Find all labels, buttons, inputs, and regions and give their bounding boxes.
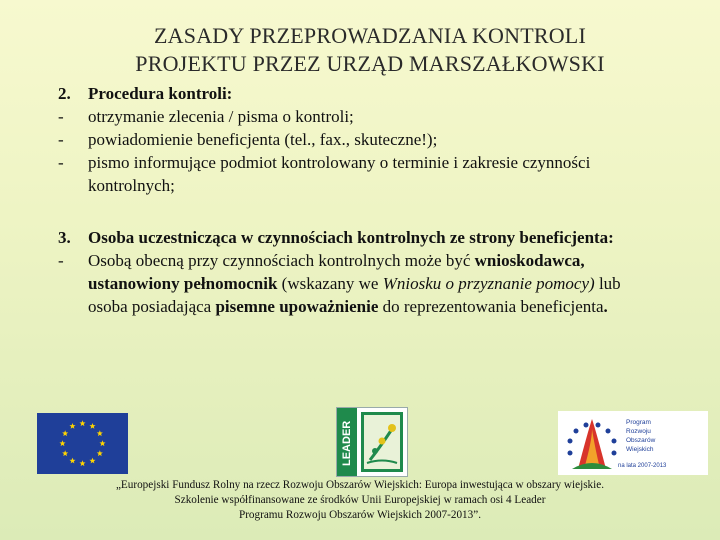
list-item-text: powiadomienie beneficjenta (tel., fax., skuteczne!);	[88, 130, 438, 149]
list-item	[58, 249, 658, 318]
leader-emblem-icon	[337, 408, 407, 476]
logo-bar	[0, 405, 720, 475]
prow-text-2: Rozwoju	[626, 428, 651, 435]
eu-star-icon	[99, 440, 105, 446]
section-3-number: 3.	[58, 228, 71, 247]
title-line-1: ZASADY PRZEPROWADZANIA KONTROLI	[154, 23, 586, 48]
footer-caption	[60, 478, 660, 523]
prow-text-1: Program	[626, 419, 651, 426]
bold-run: .	[603, 297, 608, 316]
list-dash: -	[58, 153, 64, 172]
list-item	[58, 128, 658, 151]
list-dash: -	[58, 130, 64, 149]
section-2-number: 2.	[58, 84, 71, 103]
list-item-text: pismo informujące podmiot kontrolowany o terminie i zakresie czynności kontrolnych;	[88, 153, 591, 195]
leader-logo	[336, 407, 408, 477]
prow-text-3: Obszarów	[626, 437, 656, 444]
eu-star-icon	[62, 430, 68, 436]
list-dash: -	[58, 251, 64, 270]
list-item	[58, 151, 658, 197]
eu-star-icon	[79, 460, 85, 466]
text-run: lub osoba posiadająca	[88, 274, 621, 316]
italic-run: Wniosku o przyznanie pomocy)	[382, 274, 595, 293]
footer-line-3: Programu Rozwoju Obszarów Wiejskich 2007-2013”.	[238, 509, 481, 521]
title-line-2: PROJEKTU PRZEZ URZĄD MARSZAŁKOWSKI	[135, 51, 605, 76]
list-item-text: otrzymanie zlecenia / pisma o kontroli;	[88, 107, 354, 126]
section-3-paragraph	[88, 249, 658, 318]
eu-star-icon	[97, 450, 103, 456]
bold-run: wnioskodawca, ustanowiony pełnomocnik	[88, 251, 585, 293]
text-run: Osobą obecną przy czynnościach kontrolnych może być	[88, 251, 475, 270]
eu-flag-logo	[37, 413, 128, 474]
leader-text: LEADER	[341, 420, 353, 466]
eu-star-icon	[69, 458, 75, 464]
section-2-heading-text: Procedura kontroli:	[88, 84, 233, 103]
eu-stars-icon	[37, 413, 128, 474]
prow-logo	[558, 411, 708, 475]
footer-line-1: „Europejski Fundusz Rolny na rzecz Rozwoju Obszarów Wiejskich: Europa inwestująca w obszary wiejskie.	[115, 479, 605, 491]
text-run: do reprezentowania beneficjenta	[378, 297, 604, 316]
eu-star-icon	[89, 458, 95, 464]
eu-star-icon	[62, 450, 68, 456]
slide-content	[58, 82, 658, 318]
prow-text-5: na lata 2007-2013	[618, 463, 667, 469]
section-3-heading-text: Osoba uczestnicząca w czynnościach kontrolnych ze strony beneficjenta:	[88, 228, 614, 247]
eu-star-icon	[79, 420, 85, 426]
section-2-heading	[58, 82, 658, 105]
prow-emblem-icon	[558, 411, 708, 475]
eu-star-icon	[59, 440, 65, 446]
footer-line-2: Szkolenie współfinansowane ze środków Unii Europejskiej w ramach osi 4 Leader	[174, 494, 546, 506]
text-run: (wskazany we	[277, 274, 383, 293]
list-dash: -	[58, 107, 64, 126]
eu-star-icon	[69, 423, 75, 429]
bold-run: pisemne upoważnienie	[215, 297, 379, 316]
list-item	[58, 105, 658, 128]
eu-star-icon	[97, 430, 103, 436]
prow-text-4: Wiejskich	[626, 446, 654, 453]
eu-star-icon	[89, 423, 95, 429]
spacer	[58, 197, 658, 226]
section-3-heading	[58, 226, 658, 249]
slide-title	[60, 22, 680, 78]
